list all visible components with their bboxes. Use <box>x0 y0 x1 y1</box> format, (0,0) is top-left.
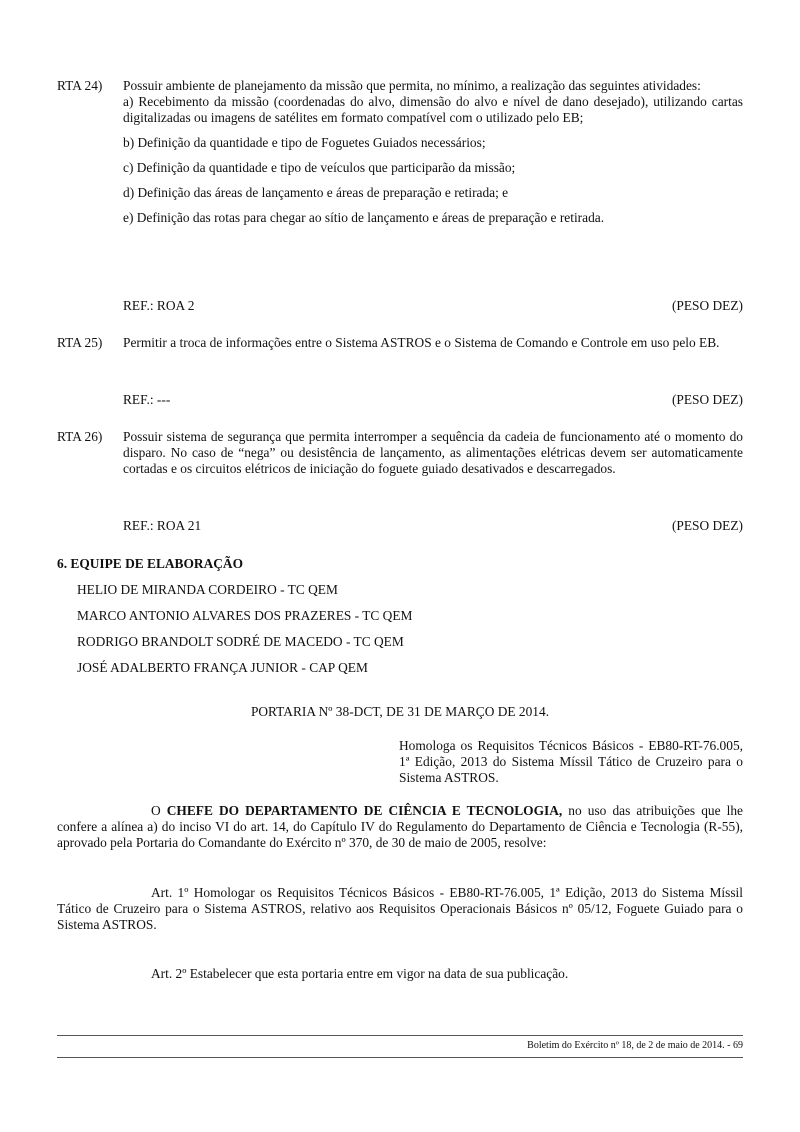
rta-label: RTA 24) <box>57 78 103 93</box>
footer-rule-top <box>57 1035 743 1036</box>
ref-text: REF.: --- <box>123 392 171 407</box>
rta-item: a) Recebimento da missão (coordenadas do alvo, dimensão do alvo e nível de dano desejado), utilizando cartas digitalizadas ou imagens de satélites em formato compatível com o utilizado pelo EB; <box>123 94 743 125</box>
peso-text: (PESO DEZ) <box>671 518 743 533</box>
team-member: HELIO DE MIRANDA CORDEIRO - TC QEM <box>77 582 338 597</box>
ref-row <box>123 298 743 314</box>
ref-row <box>123 392 743 408</box>
portaria-art2 <box>57 966 743 982</box>
rta-body <box>123 429 743 477</box>
peso-text: (PESO DEZ) <box>671 392 743 407</box>
portaria-preamble <box>57 803 743 851</box>
rta-body <box>123 78 743 226</box>
rta-text: Possuir sistema de segurança que permita interromper a sequência da cadeia de funcionamento até o momento do disparo. No caso de “nega” ou desistência de lançamento, as alimentações elétricas devem ser automaticamente cortadas e os circuitos elétricos de iniciação do foguete guiado desativados e descarregados. <box>123 429 743 476</box>
rta-item: c) Definição da quantidade e tipo de veículos que participarão da missão; <box>123 160 516 175</box>
peso-text: (PESO DEZ) <box>671 298 743 313</box>
preamble-rest: no uso das atribuições que lhe confere a alínea a) do inciso VI do art. 14, do Capítulo IV do Regulamento do Departamento de Ciência e Tecnologia (R-55), aprovado pela Portaria do Comandante do Exército nº 370, de 30 de maio de 2005, resolve: <box>57 803 743 850</box>
rta-items <box>123 94 743 226</box>
ref-row <box>123 518 743 534</box>
art1-text: Art. 1º Homologar os Requisitos Técnicos Básicos - EB80-RT-76.005, 1ª Edição, 2013 do Sistema Míssil Tático de Cruzeiro para o Sistema ASTROS, relativo aos Requisitos Operacionais Básicos nº 05/12, Foguete Guiado para o Sistema ASTROS. <box>57 885 743 932</box>
rta-label: RTA 26) <box>57 429 103 444</box>
preamble-prefix: O <box>151 803 167 818</box>
rta-item: e) Definição das rotas para chegar ao sítio de lançamento e áreas de preparação e retirada. <box>123 210 605 225</box>
rta-item: b) Definição da quantidade e tipo de Foguetes Guiados necessários; <box>123 135 486 150</box>
art2-text: Art. 2º Estabelecer que esta portaria entre em vigor na data de sua publicação. <box>151 966 569 981</box>
portaria-ementa: Homologa os Requisitos Técnicos Básicos - EB80-RT-76.005, 1ª Edição, 2013 do Sistema Míssil Tático de Cruzeiro para o Sistema ASTROS. <box>399 738 743 785</box>
ref-text: REF.: ROA 21 <box>123 518 202 533</box>
team-member: MARCO ANTONIO ALVARES DOS PRAZERES - TC QEM <box>77 608 413 623</box>
footer-rule-bottom <box>57 1057 743 1058</box>
portaria-title: PORTARIA Nº 38-DCT, DE 31 DE MARÇO DE 2014. <box>250 704 550 719</box>
footer-text: Boletim do Exército nº 18, de 2 de maio de 2014. - 69 <box>527 1040 743 1051</box>
rta-item: d) Definição das áreas de lançamento e áreas de preparação e retirada; e <box>123 185 509 200</box>
preamble-authority: CHEFE DO DEPARTAMENTO DE CIÊNCIA E TECNOLOGIA, <box>166 803 563 818</box>
team-member: RODRIGO BRANDOLT SODRÉ DE MACEDO - TC QEM <box>77 634 404 649</box>
rta-label: RTA 25) <box>57 335 103 350</box>
section-title: 6. EQUIPE DE ELABORAÇÃO <box>57 556 244 571</box>
portaria-art1 <box>57 885 743 933</box>
team-member: JOSÉ ADALBERTO FRANÇA JUNIOR - CAP QEM <box>77 660 368 675</box>
rta-body <box>123 335 743 351</box>
rta-text: Permitir a troca de informações entre o Sistema ASTROS e o Sistema de Comando e Controle em uso pelo EB. <box>123 335 720 350</box>
ref-text: REF.: ROA 2 <box>123 298 195 313</box>
rta-intro: Possuir ambiente de planejamento da missão que permita, no mínimo, a realização das seguintes atividades: <box>123 78 701 93</box>
